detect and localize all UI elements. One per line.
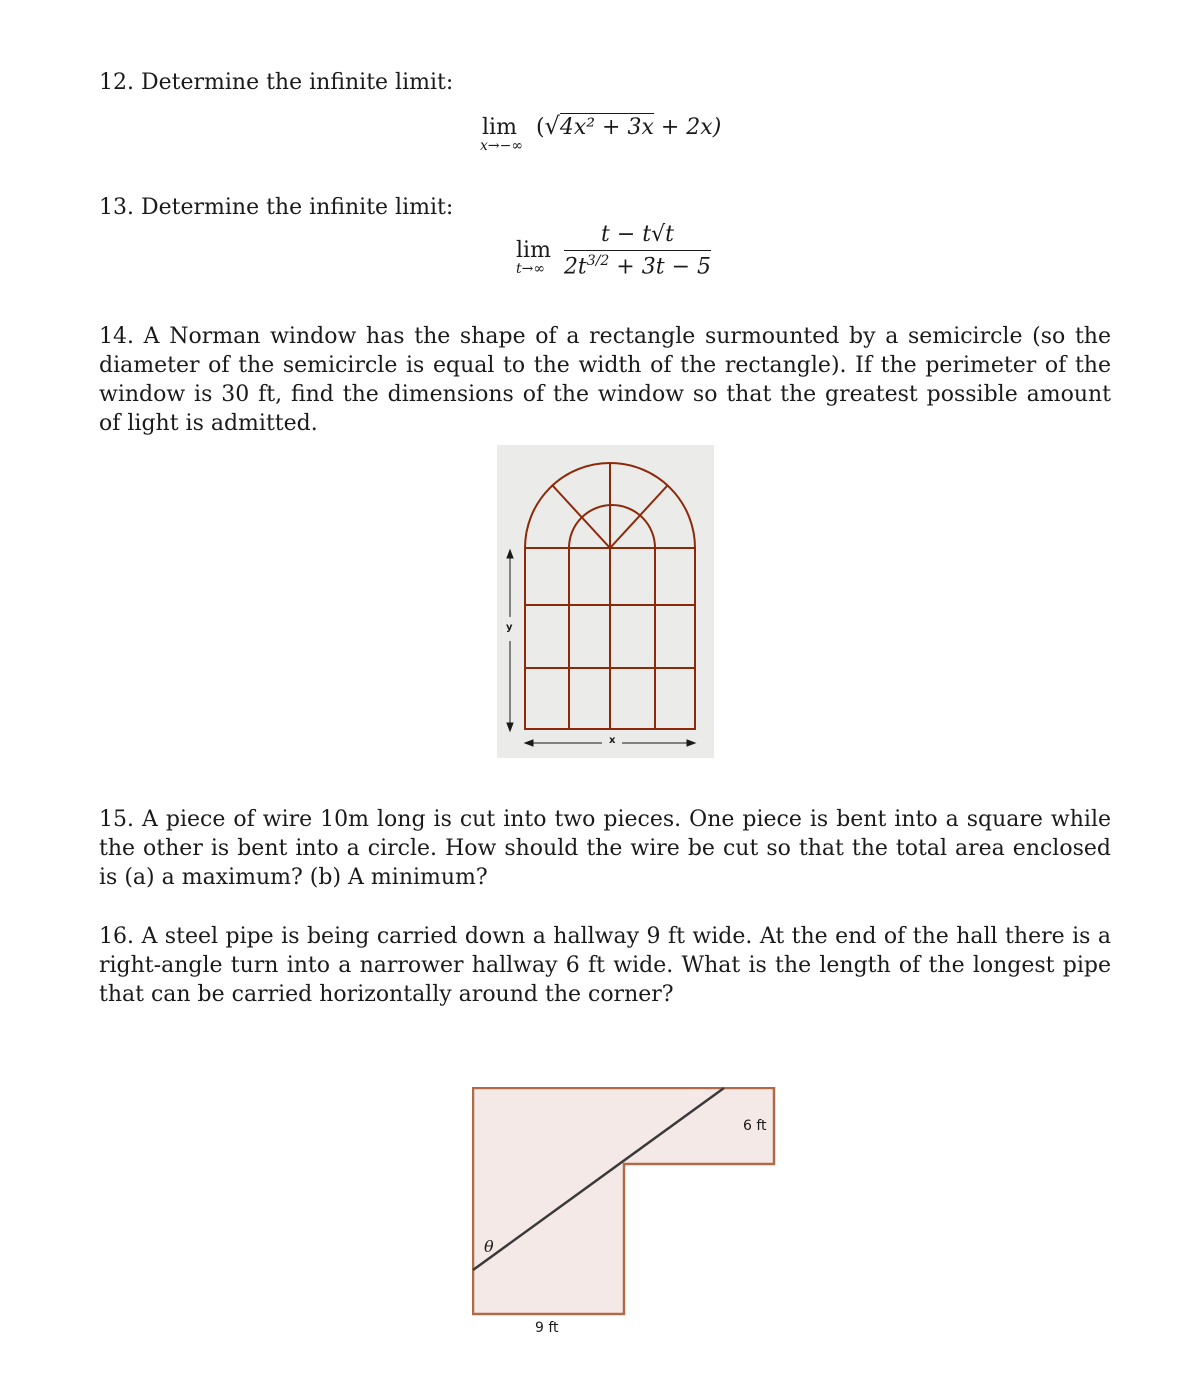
fraction-13 (564, 222, 711, 279)
hallway-shape (473, 1088, 774, 1314)
den-rest-13: + 3t − 5 (609, 254, 711, 280)
denominator-13 (564, 251, 711, 279)
hallway-figure (472, 1087, 776, 1347)
expression-rest-12: + 2x) (653, 115, 722, 140)
problem-12-label: 12. Determine the infinite limit: (99, 70, 454, 95)
radicand-12: 4x² + 3x (559, 115, 654, 140)
problem-16 (99, 922, 1111, 1009)
narrow-hall-width-label: 6 ft (743, 1118, 767, 1134)
numerator-13: t − t√t (564, 222, 711, 251)
lim-13: lim (516, 238, 551, 264)
problem-15-text: 15. A piece of wire 10m long is cut into two pieces. One piece is bent into a square while the other is bent into a circle. How should the wire be cut so that the total area enclosed is (a) a maximum? (b) A minimum? (99, 807, 1111, 890)
window-figure-background (497, 445, 714, 758)
lim-13-subscript: t→∞ (516, 261, 546, 278)
norman-window-diagram (497, 445, 714, 758)
problem-13-label: 13. Determine the infinite limit: (99, 195, 454, 220)
wide-hall-width-label: 9 ft (535, 1320, 559, 1336)
lim-12: lim (482, 115, 517, 140)
problem-14-text: 14. A Norman window has the shape of a rectangle surmounted by a semicircle (so the diameter of the semicircle is equal to the width of the rectangle). If the perimeter of the window is 30 ft, find the dimensions of the window so that the greatest possible amount of light is admitted. (99, 324, 1111, 436)
x-dimension-label: x (609, 735, 616, 746)
theta-angle-label: θ (484, 1237, 494, 1256)
limit-expression-13 (516, 222, 711, 279)
problem-15 (99, 805, 1111, 892)
den-term-13: 2t (563, 254, 587, 280)
problem-14 (99, 322, 1111, 438)
limit-expression-12: lim x→−∞ (√4x² + 3x + 2x) (480, 112, 722, 154)
lim-12-subscript: x→−∞ (480, 138, 524, 154)
hallway-diagram (472, 1087, 776, 1347)
paren-open-12: ( (535, 115, 545, 140)
den-exponent-13: 3/2 (586, 253, 610, 269)
norman-window-figure (497, 445, 714, 758)
y-dimension-label: y (506, 622, 513, 633)
problem-16-text: 16. A steel pipe is being carried down a hallway 9 ft wide. At the end of the hall there is a right-angle turn into a narrower hallway 6 ft wide. What is the length of the longest pipe that can be carried horizontally around the corner? (99, 924, 1111, 1007)
